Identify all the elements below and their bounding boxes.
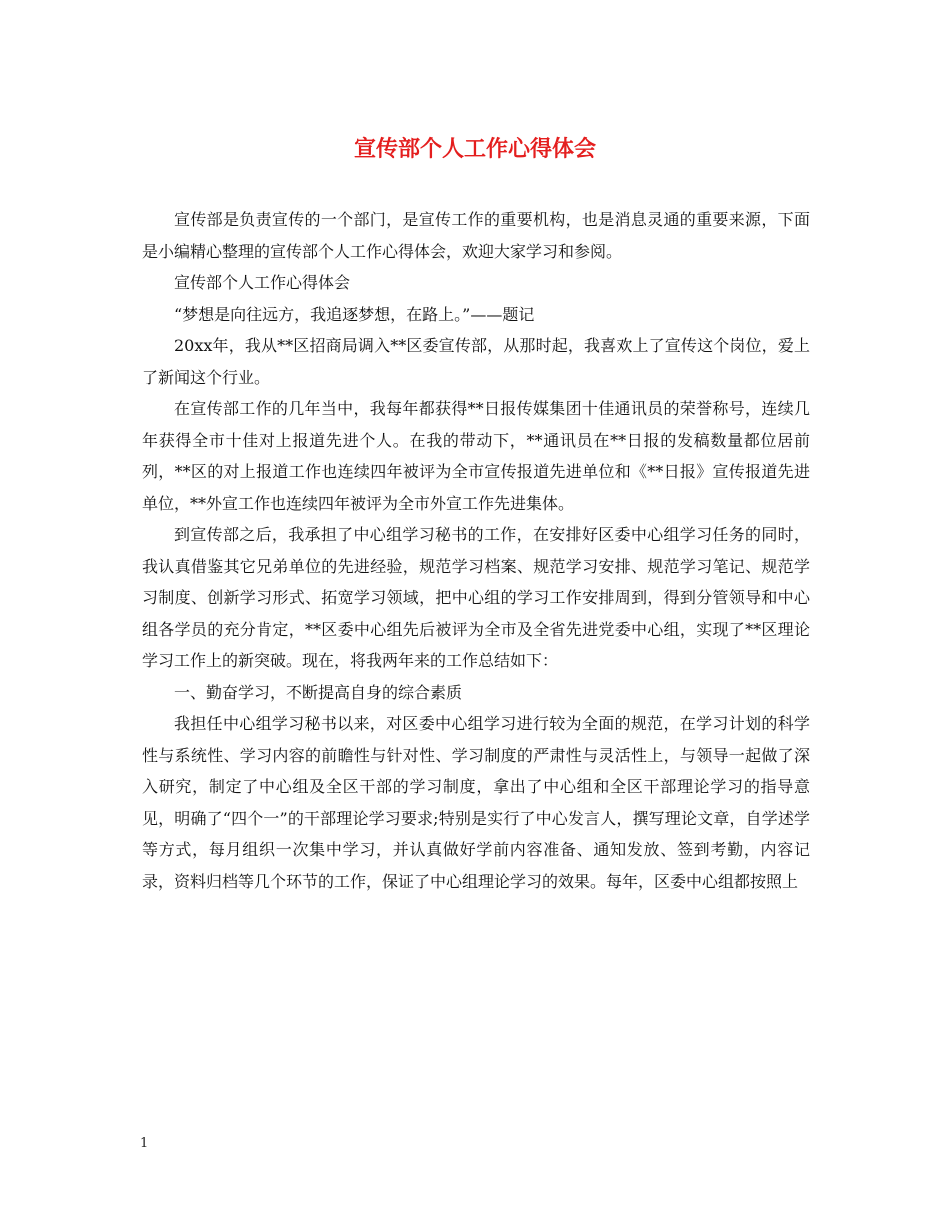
body-paragraph: 在宣传部工作的几年当中，我每年都获得**日报传媒集团十佳通讯员的荣誉称号，连续几年获得全市十佳对上报道先进个人。在我的带动下，**通讯员在**日报的发稿数量都位居前列，**区的对上报道工作也连续四年被评为全市宣传报道先进单位和《**日报》宣传报道先进单位，**外宣工作也连续四年被评为全市外宣工作先进集体。	[142, 399, 810, 513]
body-paragraph: 20xx年，我从**区招商局调入**区委宣传部，从那时起，我喜欢上了宣传这个岗位，爱上了新闻这个行业。	[142, 336, 810, 387]
section-heading: 一、勤奋学习，不断提高自身的综合素质	[174, 682, 463, 702]
intro-paragraph: 宣传部是负责宣传的一个部门，是宣传工作的重要机构，也是消息灵通的重要来源，下面是小编精心整理的宣传部个人工作心得体会，欢迎大家学习和参阅。	[142, 210, 810, 261]
epigraph-paragraph: “梦想是向往远方，我追逐梦想，在路上。”——题记	[174, 304, 535, 324]
document-title: 宣传部个人工作心得体会	[353, 136, 596, 162]
page-number: 1	[140, 1136, 149, 1151]
subtitle-paragraph: 宣传部个人工作心得体会	[174, 273, 351, 292]
document-body	[142, 204, 810, 897]
body-paragraph: 到宣传部之后，我承担了中心组学习秘书的工作，在安排好区委中心组学习任务的同时，我认真借鉴其它兄弟单位的先进经验，规范学习档案、规范学习安排、规范学习笔记、规范学习制度、创新学习形式、拓宽学习领域，把中心组的学习工作安排周到，得到分管领导和中心组各学员的充分肯定，**区委中心组先后被评为全市及全省先进党委中心组，实现了**区理论学习工作上的新突破。现在，将我两年来的工作总结如下：	[142, 525, 810, 670]
body-paragraph: 我担任中心组学习秘书以来，对区委中心组学习进行较为全面的规范，在学习计划的科学性与系统性、学习内容的前瞻性与针对性、学习制度的严肃性与灵活性上，与领导一起做了深入研究，制定了中心组及全区干部的学习制度，拿出了中心组和全区干部理论学习的指导意见，明确了“四个一”的干部理论学习要求;特别是实行了中心发言人，撰写理论文章，自学述学等方式，每月组织一次集中学习，并认真做好学前内容准备、通知发放、签到考勤，内容记录，资料归档等几个环节的工作，保证了中心组理论学习的效果。每年，区委中心组都按照上	[142, 714, 810, 891]
